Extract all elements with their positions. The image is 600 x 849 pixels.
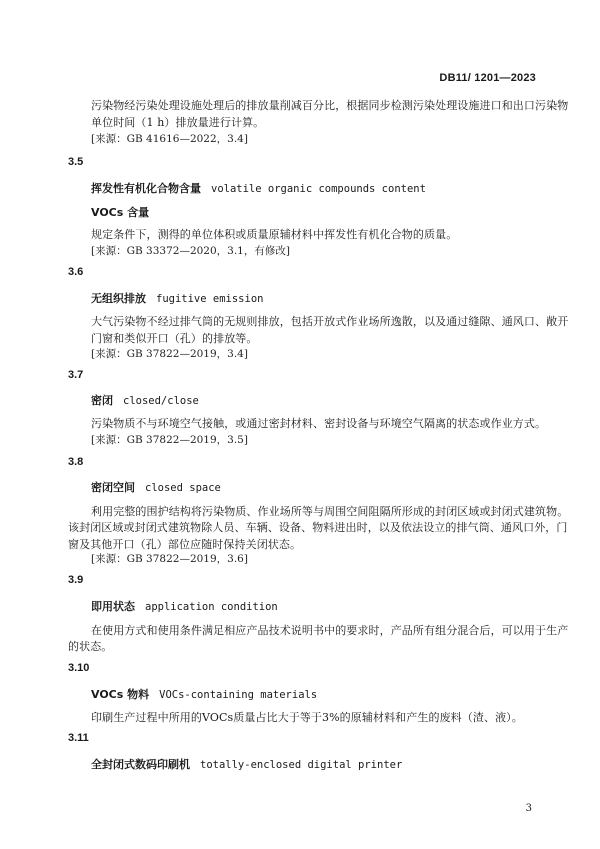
clause-definition-line: 污染物质不与环境空气接触，或通过密封材料、密封设备与环境空气隔离的状态或作业方式。 (91, 417, 547, 430)
clause-number: 3.5 (68, 156, 84, 168)
clause-number: 3.6 (68, 266, 84, 278)
clause-definition-line: 该封闭区域或封闭式建筑物除人员、车辆、设备、物料进出时，以及依法设立的排气筒、通风口外，门 (68, 521, 568, 534)
term-en: closed/close (123, 395, 199, 407)
clause-definition-line: 印刷生产过程中所用的VOCs质量占比大于等于3%的原辅材料和产生的废料（渣、液）。 (91, 711, 523, 724)
clause-definition-line: 利用完整的围护结构将污染物质、作业场所等与周围空间阻隔所形成的封闭区域或封闭式建筑物。 (91, 505, 569, 518)
clause-source: [来源：GB 33372—2020，3.1，有修改] (91, 245, 290, 257)
term-cn: 挥发性有机化合物含量 (91, 182, 201, 195)
clause-source: [来源：GB 37822—2019，3.5] (91, 434, 248, 446)
clause-term (91, 290, 263, 306)
term-cn: 密闭空间 (91, 481, 135, 494)
clause-definition-line: 在使用方式和使用条件满足相应产品技术说明书中的要求时，产品所有组分混合后，可以用于生产 (91, 624, 569, 637)
clause-term (91, 392, 199, 408)
clause-definition-line: 规定条件下，测得的单位体积或质量原辅材料中挥发性有机化合物的质量。 (91, 228, 458, 241)
clause-term (91, 756, 402, 772)
term-cn: 即用状态 (91, 600, 135, 613)
term-cn: 无组织排放 (91, 292, 146, 305)
document-code: DB11/ 1201—2023 (439, 72, 536, 84)
clause-source: [来源：GB 37822—2019，3.6] (91, 553, 248, 565)
clause-definition-line: 的状态。 (68, 640, 113, 653)
clause-definition-line: 门窗和类似开口（孔）的排放等。 (91, 332, 258, 345)
clause-number: 3.8 (68, 456, 84, 468)
intro-line-1: 污染物经污染处理设施处理后的排放量削减百分比，根据同步检测污染处理设施进口和出口污染物 (91, 99, 569, 112)
term-en: fugitive emission (156, 293, 264, 305)
term-en: application condition (145, 601, 278, 613)
clause-term (91, 180, 426, 196)
clause-number: 3.10 (68, 662, 90, 674)
term-cn: VOCs 物料 (91, 688, 150, 701)
term-en: VOCs-containing materials (159, 689, 318, 701)
intro-line-2: 单位时间（1 h）排放量进行计算。 (91, 116, 265, 129)
clause-number: 3.9 (68, 574, 84, 586)
term-cn: 密闭 (91, 394, 113, 407)
intro-source: [来源：GB 41616—2022，3.4] (91, 133, 248, 145)
term-en: closed space (145, 482, 221, 494)
clause-definition-line: 大气污染物不经过排气筒的无规则排放，包括开放式作业场所逸散，以及通过缝隙、通风口、敞开 (91, 315, 569, 328)
clause-number: 3.7 (68, 369, 84, 381)
clause-definition-line: 窗及其他开口（孔）部位应随时保持关闭状态。 (68, 538, 302, 551)
term-en: totally-enclosed digital printer (200, 759, 403, 771)
clause-number: 3.11 (68, 732, 89, 744)
clause-synonym: VOCs 含量 (91, 206, 150, 219)
clause-term (91, 479, 221, 495)
clause-source: [来源：GB 37822—2019，3.4] (91, 348, 248, 360)
term-cn: 全封闭式数码印刷机 (91, 758, 190, 771)
term-en: volatile organic compounds content (211, 183, 426, 195)
page-number: 3 (525, 803, 532, 814)
clause-term (91, 598, 278, 614)
clause-term (91, 686, 317, 702)
